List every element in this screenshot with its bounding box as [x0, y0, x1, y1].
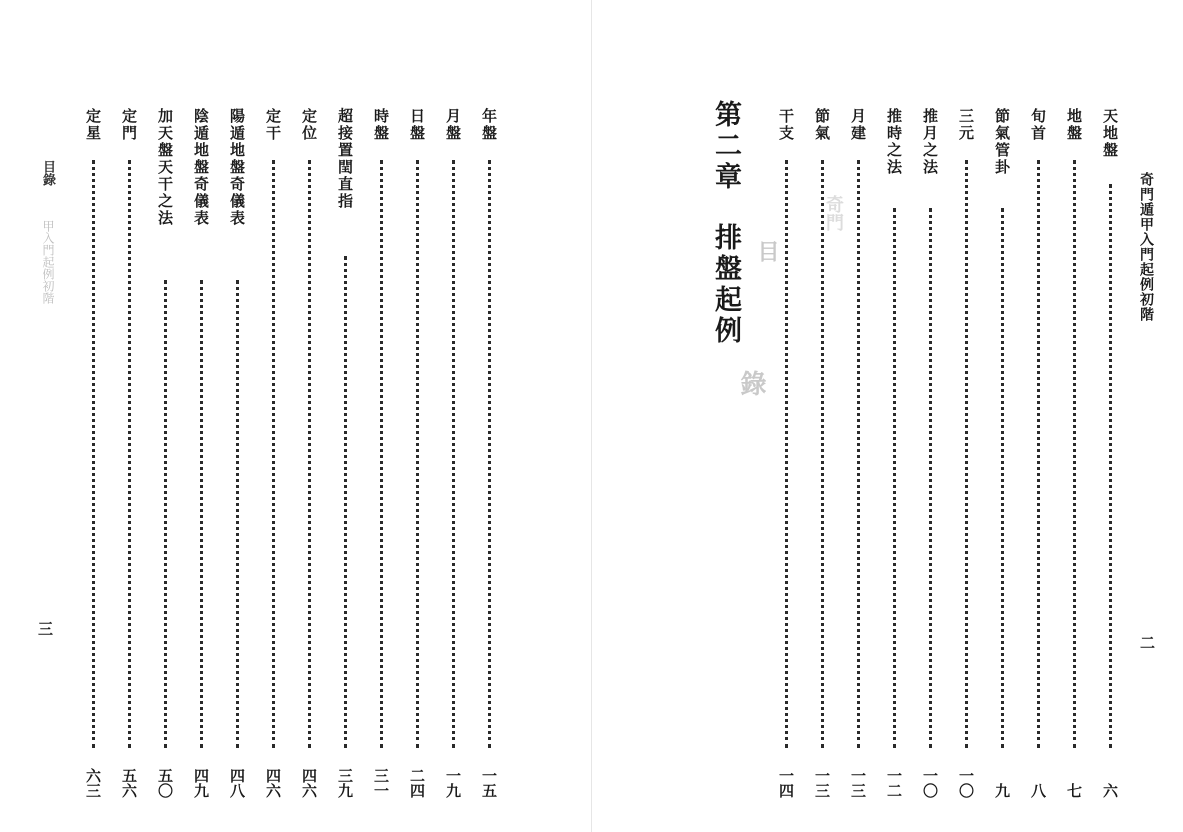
dot-leader — [344, 256, 347, 748]
toc-entry-page-number: 一五 — [480, 768, 498, 798]
dot-leader — [236, 280, 239, 748]
toc-entry-title: 地盤 — [1065, 108, 1083, 142]
faded-stamp-mark: 奇門 — [823, 195, 844, 231]
dot-leader — [416, 160, 419, 748]
toc-entry-page-number: 二四 — [408, 768, 426, 798]
toc-entry-page-number: 八 — [1029, 783, 1047, 798]
toc-entry — [222, 108, 252, 798]
faded-stamp-mark: 目 — [754, 240, 780, 262]
chapter-heading — [705, 100, 745, 347]
toc-entry-title: 月盤 — [444, 108, 462, 142]
toc-entry-title: 月建 — [849, 108, 867, 142]
toc-entry — [294, 108, 324, 798]
toc-entry — [1023, 108, 1053, 798]
toc-entry-page-number: 四六 — [264, 768, 282, 798]
toc-entry-page-number: 一三 — [849, 768, 867, 798]
toc-entry — [258, 108, 288, 798]
toc-entry — [366, 108, 396, 798]
dot-leader — [1037, 160, 1040, 748]
toc-entry-title: 時盤 — [372, 108, 390, 142]
toc-entry — [807, 108, 837, 798]
toc-entry-page-number: 七 — [1065, 783, 1083, 798]
toc-entry-page-number: 五〇 — [156, 768, 174, 798]
toc-entry — [987, 108, 1017, 798]
toc-entry-page-number: 四九 — [192, 768, 210, 798]
chapter-title: 排盤起例 — [710, 223, 741, 347]
toc-entry — [438, 108, 468, 798]
dot-leader — [1001, 208, 1004, 748]
toc-entry — [1059, 108, 1089, 798]
toc-entry-title: 節氣 — [813, 108, 831, 142]
toc-entry — [879, 108, 909, 798]
chapter-number: 第二章 — [710, 100, 741, 193]
toc-entry-page-number: 六 — [1101, 783, 1119, 798]
toc-entry-title: 定位 — [300, 108, 318, 142]
toc-entry — [474, 108, 504, 798]
dot-leader — [929, 208, 932, 748]
toc-entry — [330, 108, 360, 798]
toc-entry-title: 定星 — [84, 108, 102, 142]
book-title: 奇門遁甲入門起例初階 — [1138, 172, 1154, 322]
toc-entry-page-number: 六三 — [84, 768, 102, 798]
toc-entry-title: 陽遁地盤奇儀表 — [228, 108, 246, 227]
toc-entry-page-number: 四六 — [300, 768, 318, 798]
dot-leader — [452, 160, 455, 748]
toc-entry — [951, 108, 981, 798]
toc-entry — [78, 108, 108, 798]
dot-leader — [857, 160, 860, 748]
dot-leader — [821, 160, 824, 748]
toc-entry-page-number: 九 — [993, 783, 1011, 798]
toc-entry-page-number: 五六 — [120, 768, 138, 798]
toc-entry-page-number: 三九 — [336, 768, 354, 798]
faded-stamp-mark: 錄 — [736, 370, 766, 396]
toc-entry — [1095, 108, 1125, 798]
toc-entry-title: 加天盤天干之法 — [156, 108, 174, 227]
toc-entry-title: 旬首 — [1029, 108, 1047, 142]
toc-entry-page-number: 一〇 — [921, 768, 939, 798]
dot-leader — [965, 160, 968, 748]
toc-entry-title: 定門 — [120, 108, 138, 142]
toc-entry-title: 節氣管卦 — [993, 108, 1011, 176]
toc-running-header: 目錄 — [40, 160, 55, 186]
toc-entry — [915, 108, 945, 798]
toc-entry — [402, 108, 432, 798]
dot-leader — [272, 160, 275, 748]
dot-leader — [488, 160, 491, 748]
toc-entry-title: 超接置閏直指 — [336, 108, 354, 210]
toc-entry — [114, 108, 144, 798]
toc-entry — [771, 108, 801, 798]
toc-entry-title: 推月之法 — [921, 108, 939, 176]
toc-entry-page-number: 三一 — [372, 768, 390, 798]
page-number: 二 — [1140, 634, 1156, 652]
toc-entry-title: 推時之法 — [885, 108, 903, 176]
dot-leader — [380, 160, 383, 748]
faded-running-title: 甲入門起例初階 — [41, 220, 55, 304]
toc-entry — [150, 108, 180, 798]
dot-leader — [1073, 160, 1076, 748]
dot-leader — [1109, 184, 1112, 748]
toc-entry-title: 三元 — [957, 108, 975, 142]
toc-entry-title: 干支 — [777, 108, 795, 142]
dot-leader — [164, 280, 167, 748]
dot-leader — [308, 160, 311, 748]
toc-entry — [186, 108, 216, 798]
toc-entry-title: 定干 — [264, 108, 282, 142]
toc-entry-title: 天地盤 — [1101, 108, 1119, 159]
toc-entry-page-number: 一〇 — [957, 768, 975, 798]
toc-entry — [843, 108, 873, 798]
dot-leader — [785, 160, 788, 748]
dot-leader — [128, 160, 131, 748]
toc-entry-page-number: 一三 — [813, 768, 831, 798]
toc-entry-page-number: 一九 — [444, 768, 462, 798]
page-number: 三 — [38, 620, 54, 638]
toc-entry-title: 日盤 — [408, 108, 426, 142]
dot-leader — [893, 208, 896, 748]
toc-entry-page-number: 一四 — [777, 768, 795, 798]
dot-leader — [200, 280, 203, 748]
toc-entry-page-number: 四八 — [228, 768, 246, 798]
toc-entry-title: 陰遁地盤奇儀表 — [192, 108, 210, 227]
toc-entry-page-number: 一二 — [885, 768, 903, 798]
dot-leader — [92, 160, 95, 748]
toc-entry-title: 年盤 — [480, 108, 498, 142]
